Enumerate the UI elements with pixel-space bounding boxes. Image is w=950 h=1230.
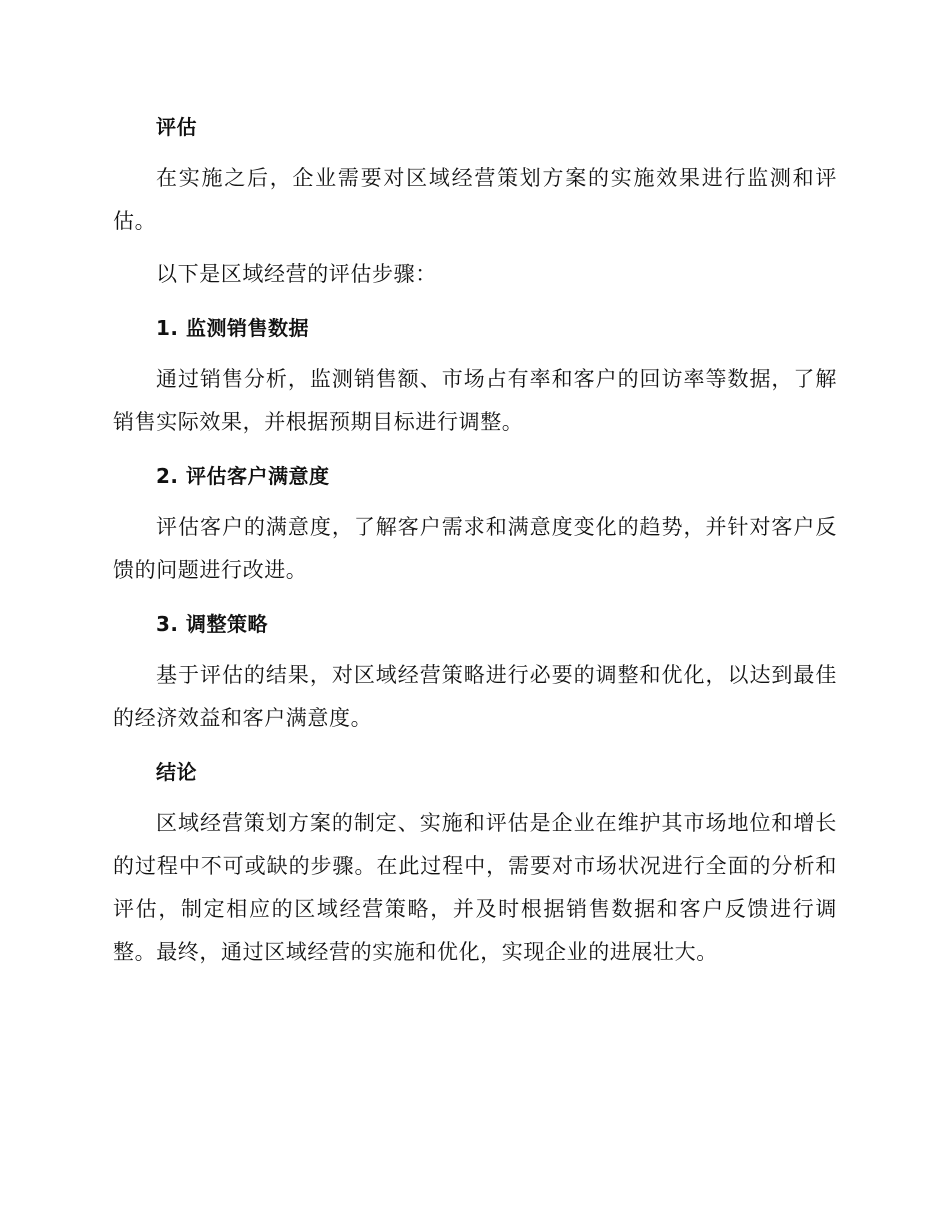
paragraph-monitor-sales: 通过销售分析，监测销售额、市场占有率和客户的回访率等数据，了解销售实际效果，并根据预期目标进行调整。 [113, 367, 837, 434]
paragraph-conclusion: 区域经营策划方案的制定、实施和评估是企业在维护其市场地位和增长的过程中不可或缺的步骤。在此过程中，需要对市场状况进行全面的分析和评估，制定相应的区域经营策略，并及时根据销售数据和客户反馈进行调整。最终，通过区域经营的实施和优化，实现企业的进展壮大。 [113, 811, 837, 964]
paragraph-evaluation-intro: 在实施之后，企业需要对区域经营策划方案的实施效果进行监测和评估。 [113, 166, 837, 233]
paragraph-adjust-strategy: 基于评估的结果，对区域经营策略进行必要的调整和优化，以达到最佳的经济效益和客户满意度。 [113, 663, 837, 730]
paragraph-steps-intro: 以下是区域经营的评估步骤： [156, 262, 437, 286]
section-heading-evaluation: 评估 [156, 115, 197, 139]
document-page [113, 105, 837, 984]
section-heading-conclusion: 结论 [156, 760, 197, 784]
step-heading-adjust-strategy: 3. 调整策略 [156, 612, 268, 636]
step-heading-monitor-sales: 1. 监测销售数据 [156, 316, 309, 340]
step-heading-customer-satisfaction: 2. 评估客户满意度 [156, 464, 330, 488]
paragraph-customer-satisfaction: 评估客户的满意度，了解客户需求和满意度变化的趋势，并针对客户反馈的问题进行改进。 [113, 515, 837, 582]
